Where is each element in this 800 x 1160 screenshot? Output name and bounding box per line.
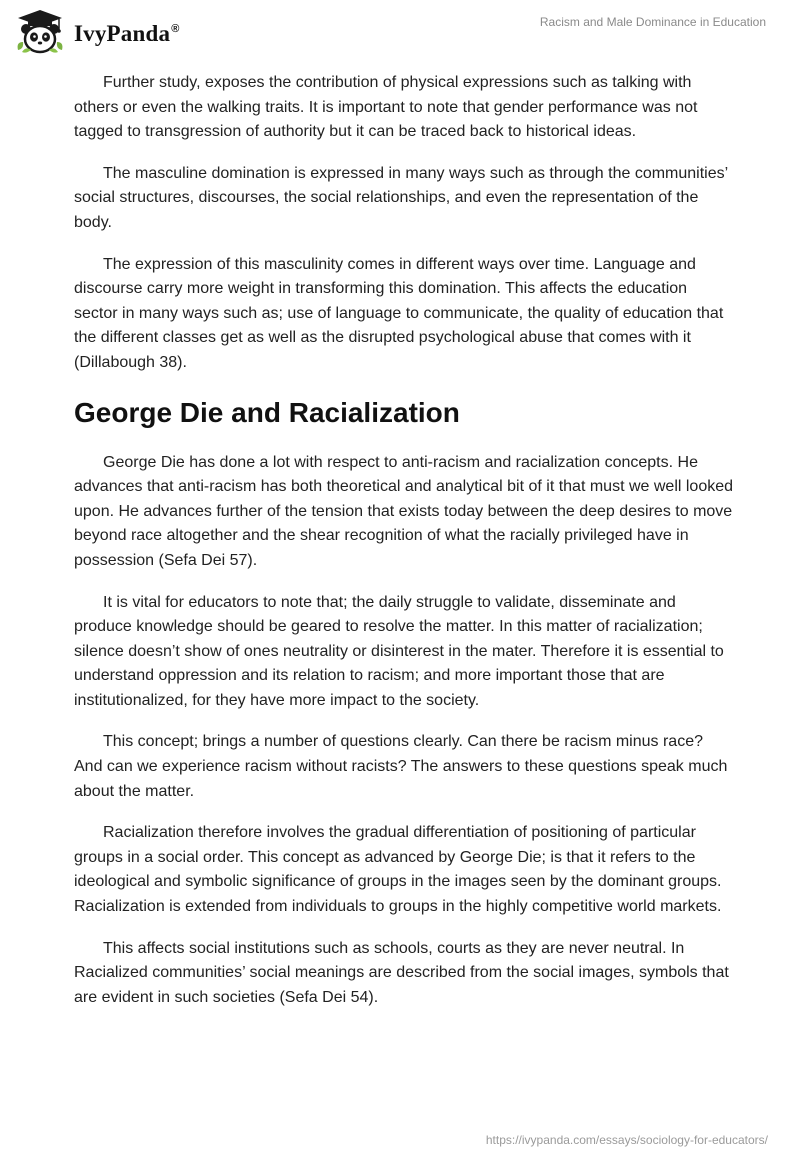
section-heading: George Die and Racialization bbox=[74, 396, 460, 428]
paragraph: George Die has done a lot with respect to anti-racism and racialization concepts. He advances that anti-racism has both theoretical and analytical bit of it that must we well looked upon. He advances further of the tension that exists today between the deep desires to move beyond race altogether and the shear recognition of what the racially privileged have in possession (Sefa Dei 57). bbox=[74, 453, 734, 569]
paragraph: The expression of this masculinity comes in different ways over time. Language and discourse carry more weight in transforming this domination. This affects the education sector in many ways such as; use of language to communicate, the quality of education that the different classes get as well as the disrupted psychological abuse that comes with it (Dillabough 38). bbox=[74, 255, 724, 371]
source-url[interactable]: https://ivypanda.com/essays/sociology-for-educators/ bbox=[485, 1133, 768, 1147]
paragraph: It is vital for educators to note that; the daily struggle to validate, disseminate and produce knowledge should be geared to resolve the matter. In this matter of racialization; silence doesn’t show of ones neutrality or disinterest in the mater. Therefore it is essential to understand oppression and its relation to racism; and more important those that are institutionalized, for they have more impact to the society. bbox=[74, 593, 724, 709]
registered-mark: ® bbox=[171, 23, 180, 36]
paragraph: The masculine domination is expressed in many ways such as through the communities’ social structures, discourses, the social relationships, and even the representation of the body. bbox=[74, 164, 728, 231]
article-body bbox=[74, 71, 734, 1027]
brand-name: IvyPanda® bbox=[74, 21, 180, 46]
paragraph: Racialization therefore involves the gradual differentiation of positioning of particular groups in a social order. This concept as advanced by George Die; is that it refers to the ideological and symbolic significance of groups in the images seen by the dominant groups. Racialization is extended from individuals to groups in the highly competitive world markets. bbox=[74, 824, 722, 916]
paragraph: This affects social institutions such as schools, courts as they are never neutral. In Racialized communities’ social meanings are described from the social images, symbols that are evident in such societies (Sefa Dei 54). bbox=[74, 939, 729, 1006]
page-header bbox=[0, 0, 800, 62]
document-title: Racism and Male Dominance in Education bbox=[539, 15, 766, 29]
panda-graduate-icon bbox=[14, 8, 66, 56]
ivypanda-logo[interactable] bbox=[14, 8, 180, 56]
paragraph: This concept; brings a number of questions clearly. Can there be racism minus race? And can we experience racism without racists? The answers to these questions speak much about the matter. bbox=[74, 733, 728, 800]
paragraph: Further study, exposes the contribution of physical expressions such as talking with others or even the walking traits. It is important to note that gender performance was not tagged to transgression of authority but it can be traced back to historical ideas. bbox=[74, 74, 698, 141]
